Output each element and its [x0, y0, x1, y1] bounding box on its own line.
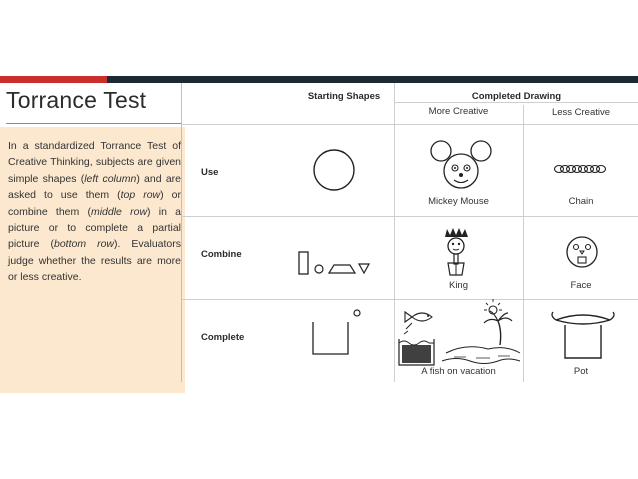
torrance-table	[181, 83, 638, 382]
face-drawing-icon	[565, 235, 599, 273]
mickey-mouse-drawing-icon	[430, 138, 492, 193]
desc-part-2: ) and are asked to use them (	[8, 172, 182, 202]
description-text	[8, 138, 181, 286]
header-divider	[394, 102, 638, 103]
desc-part-4: ) in a picture or to complete a partial picture (	[8, 205, 181, 251]
title-divider	[6, 123, 181, 124]
row-label-use: Use	[201, 167, 219, 178]
accent-bar-red	[0, 76, 107, 83]
chain-drawing-icon	[554, 164, 608, 174]
fish-on-vacation-drawing-icon	[396, 301, 522, 367]
caption-chain: Chain	[568, 196, 594, 207]
header-completed-drawing: Completed Drawing	[471, 91, 562, 102]
partial-shapes-icon	[310, 308, 362, 356]
row-divider-1	[182, 216, 638, 217]
header-more-creative: More Creative	[428, 106, 489, 117]
description-box	[0, 127, 185, 393]
column-divider-creative	[523, 105, 524, 382]
desc-emphasis-4: bottom row	[54, 238, 114, 251]
desc-emphasis-2: top row	[120, 189, 161, 202]
caption-pot: Pot	[573, 366, 589, 377]
column-divider-shapes	[394, 83, 395, 382]
caption-mickey-mouse: Mickey Mouse	[428, 196, 489, 207]
combine-shapes-icon	[297, 250, 377, 278]
desc-part-1: In a standardized Torrance Test of Creative Thinking, subjects are given simple shapes (	[8, 140, 181, 185]
page-title: Torrance Test	[6, 87, 147, 113]
row-divider-2	[182, 299, 638, 300]
accent-bar-dark	[107, 76, 638, 83]
pot-drawing-icon	[550, 310, 616, 360]
desc-part-3: ) or combine them (	[8, 189, 182, 218]
header-starting-shapes: Starting Shapes	[307, 91, 381, 102]
row-label-combine: Combine	[201, 249, 242, 260]
king-drawing-icon	[442, 225, 472, 281]
circle-shape-icon	[312, 148, 356, 192]
desc-emphasis-1: left column	[84, 172, 137, 185]
caption-face: Face	[570, 280, 592, 291]
desc-part-5: ). Evaluators judge whether the results are more or less creative.	[8, 238, 181, 284]
left-panel	[0, 83, 181, 382]
desc-emphasis-3: middle row	[90, 205, 148, 218]
caption-king: King	[448, 280, 468, 291]
caption-fish-on-vacation: A fish on vacation	[421, 366, 496, 377]
row-divider-header	[182, 124, 638, 125]
row-label-complete: Complete	[201, 332, 245, 343]
header-less-creative: Less Creative	[551, 107, 611, 118]
